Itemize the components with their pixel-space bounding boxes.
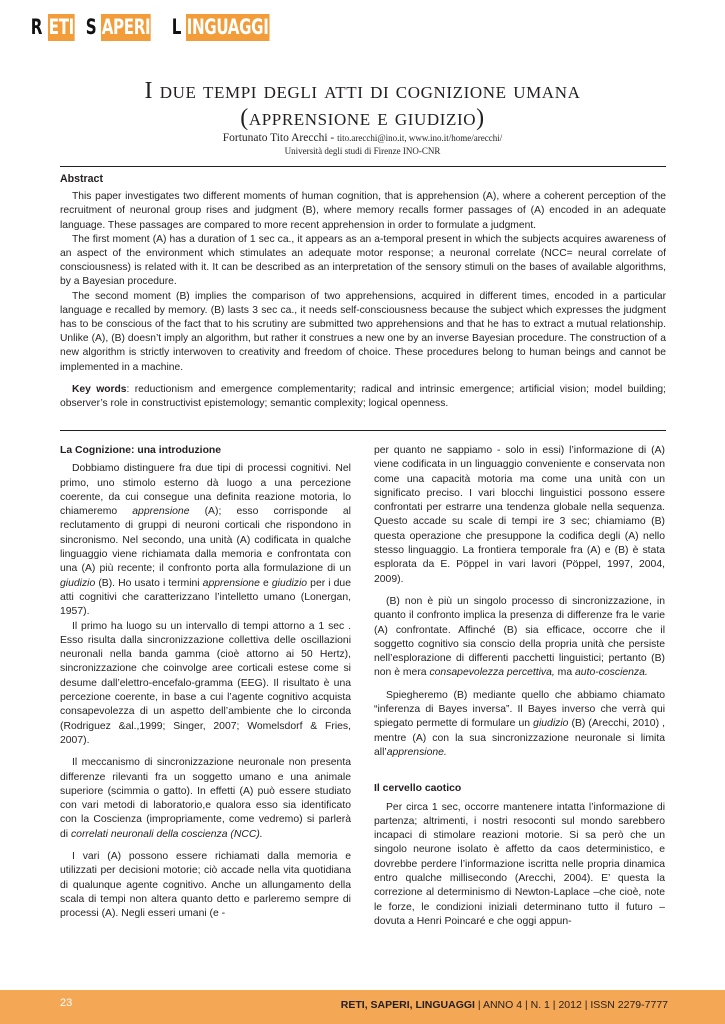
abstract-paragraph: The second moment (B) implies the comparison of two apprehensions, acquired in different times, encoded in a particular language e recalled by memory. (B) lasts 3 sec ca., it needs self-consciousness because the subject which expresses the judgment has to be conscious of the fact that to his scrutiny are submitted two apprehensions and that he has to extract a mutual relationship. Unlike (A), (B) doesn’t imply an algorithm, but rather it construes a new one by an inverse Bayesian procedure. The construction of a new algorithm is strictly interwoven to creativity and freedom of choice. These procedures belong to human beings and cannot be implemented in a machine. (60, 290, 666, 373)
left-column (60, 444, 351, 922)
body-paragraph: Per circa 1 sec, occorre mantenere intatta l’informazione di partenza; altrimenti, i nostri resoconti sul mondo sarebbero incapaci di stimolare reazioni motorie. Si sa però che un singolo neurone isolato è affetto da caos deterministico, e dovrebbe perdere l’informazione iscritta nelle propria dinamica entro qualche millisecondo (Arecchi, 2004). E’ questa la correzione al determinismo di Newton-Laplace –che cioè, note le forze, le condizioni iniziali determinano tutto il futuro – dovuta a Henri Poincaré e che oggi appun- (374, 801, 665, 927)
abstract-heading: Abstract (60, 173, 103, 185)
page-number: 23 (60, 997, 73, 1009)
logo-letter-l: L (171, 15, 181, 39)
author-affiliation: Università degli studi di Firenze INO-CNR (284, 146, 441, 156)
logo-linguaggi: INGUAGGI (186, 15, 269, 39)
body-paragraph: per quanto ne sappiamo - solo in essi) l’informazione di (A) viene codificata in un linguaggio conveniente e conservata non come una capacità motoria ma come una unità con un significato preciso. I vari blocchi linguistici possono essere confrontati per estrarre una tendenza globale nella sequenza. Questo accade su scale di tempi ire 3 sec; chiamiamo (B) questa operazione che presuppone la codifica degli (A) nello stesso linguaggio. La frontiera temporale fra (A) e (B) è stata esplorata da E. Pöppel in vari lavori (Pöppel, 1997, 2004, 2009). (374, 445, 665, 585)
abstract-paragraph: This paper investigates two different moments of human cognition, that is apprehension (A), where a coherent perception of the recruitment of neuronal group rises and judgment (B), where memory recalls former passages of (A) encoded in an adequate language. These passages are compared to more recent apprehension in order to formulate a judgment. (60, 191, 666, 231)
right-column (374, 444, 665, 929)
journal-issue: | ANNO 4 | N. 1 | 2012 | ISSN 2279-7777 (474, 999, 668, 1011)
abstract-divider (60, 430, 666, 431)
abstract-paragraph: The first moment (A) has a duration of 1 sec ca., it appears as an a-temporal present in which the subjects acquires awareness of an aspect of the environment which stimulates an adequate motor response; a neuronal correlate (NCC= neural correlate of consciousness) is related with it. It can be described as an interpretation of the sensory stimuli on the bases of available algorithms, by a Bayesian procedure. (60, 233, 666, 288)
body-paragraph: Dobbiamo distinguere fra due tipi di processi cognitivi. Nel primo, uno stimolo esterno dà luogo a una percezione coerente, da cui consegue una definita reazione motoria, lo chiameremo apprensione (A); esso corrisponde al reclutamento di gruppi di neuroni corticali che rispondono in sincronismo. Nel secondo, una unità (A) codificata in qualche linguaggio viene richiamata dalla memoria e confrontata con una (A) più recente; il confronto porta alla formulazione di un giudizio (B). Ho usato i termini apprensione e giudizio per i due atti cognitivi che caratterizzano l’intelletto umano (Lonergan, 1957). (60, 463, 351, 618)
author-line (30, 132, 695, 145)
logo-letter-r: R (30, 15, 43, 39)
body-paragraph: (B) non è più un singolo processo di sincronizzazione, in quanto il confronto implica la presenza di differenze fra le varie (A) confrontate. Affinché (B) sia efficace, occorre che il soggetto cognitivo sia conscio della propria unità che persiste nell’esplorazione di differenti pacchetti linguistici; pertanto (B) non è mera consapevolezza percettiva, ma auto-coscienza. (374, 595, 665, 679)
logo-reti: ETI (48, 15, 74, 39)
logo-saperi: APERI (102, 15, 151, 39)
author-name: Fortunato Tito Arecchi - (222, 132, 338, 144)
keywords-label: Key words (72, 383, 127, 395)
author-contact: tito.arecchi@ino.it, www.ino.it/home/arecchi/ (337, 133, 503, 143)
journal-name: RETI, SAPERI, LINGUAGGI (340, 999, 475, 1011)
logo-letter-s: S (85, 15, 96, 39)
paper-title (30, 78, 695, 132)
footer-band (0, 990, 725, 1024)
body-paragraph: Il meccanismo di sincronizzazione neuronale non presenta differenze rilevanti fra un soggetto umano e una animale superiore (scimmia o gatto). In effetti (A) può essere studiato con vari metodi di laboratorio,e qualora esso sia identificato con la Coscienza (impropriamente, come vedremo) si parlerà di correlati neuronali della coscienza (NCC). (60, 757, 351, 840)
body-paragraph: Spiegheremo (B) mediante quello che abbiamo chiamato “inferenza di Bayes inversa”. Il Bayes inverso che verrà qui spiegato permette di formulare un giudizio (B) (Arecchi, 2010) , mentre (A) con la sua sincronizzazione neuronale si limita all’apprensione. (374, 689, 665, 758)
title-line-1: I due tempi degli atti di cognizione umana (144, 78, 581, 104)
title-line-2: (apprensione e giudizio) (240, 105, 485, 131)
top-divider (60, 166, 666, 167)
body-paragraph: Il primo ha luogo su un intervallo di tempi attorno a 1 sec . Esso risulta dalla sincronizzazione collettiva delle oscillazioni neuronali nella banda gamma (cioè attorno ai 50 Hertz), sincronizzazione che coinvolge aree corticali estese come si desume dall’elettro-encefalo-gramma (EEG). Il risultato è una percezione coerente, in base a cui l’agente cognitivo acquista consapevolezza di un aspetto dell’ambiente che lo circonda (Rodriguez &al.,1999; Singer, 2007; Womelsdorf & Fries, 2007). (60, 620, 351, 746)
journal-logo (30, 14, 301, 41)
journal-info (341, 999, 668, 1011)
abstract-section (60, 172, 666, 411)
keywords (60, 383, 666, 411)
keywords-text: : reductionism and emergence complementarity; radical and intrinsic emergence; artificial vision; model building; observer’s role in constructivist epistemology; semantic complexity; logical openness. (60, 383, 667, 410)
section-heading: Il cervello caotico (374, 783, 462, 795)
section-heading: La Cognizione: una introduzione (60, 445, 222, 456)
body-paragraph: I vari (A) possono essere richiamati dalla memoria e utilizzati per decisioni motorie; ciò accade nella vita quotidiana di qualunque agente cognitivo. Anche un allungamento della scala di tempi non altera quanto detto e parleremo sempre di processi (A). Negli esseri umani (e - (60, 851, 351, 920)
